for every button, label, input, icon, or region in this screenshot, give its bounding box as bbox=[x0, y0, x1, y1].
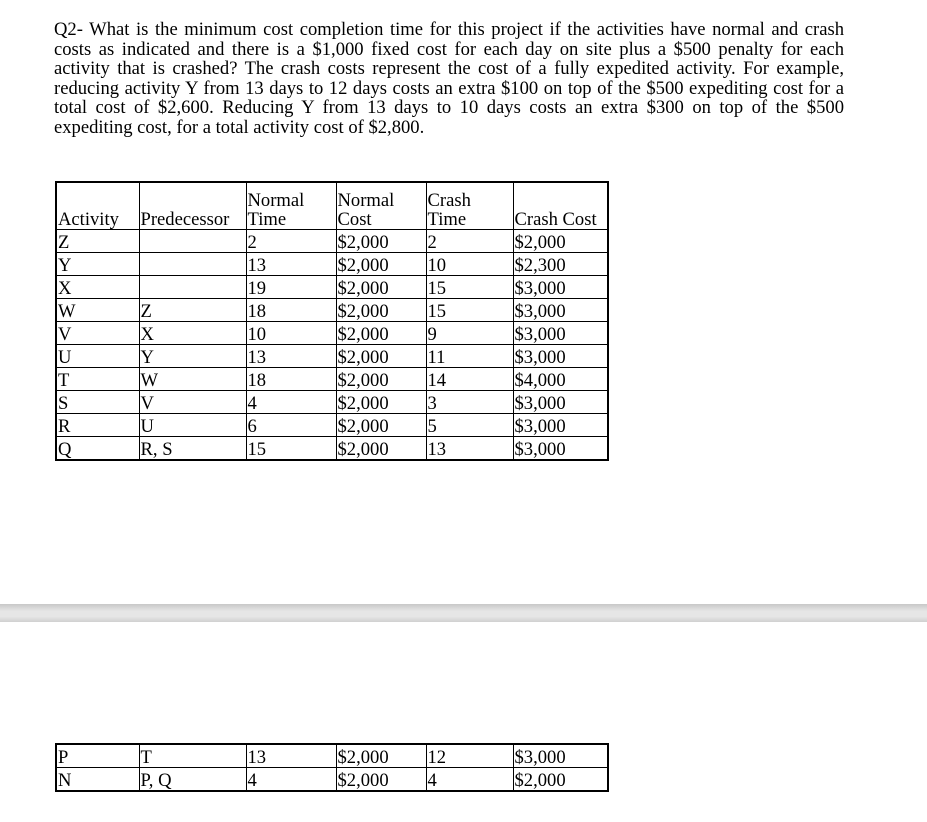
predecessor-cell: W bbox=[139, 368, 246, 391]
table-row bbox=[56, 768, 608, 792]
crash-cost-cell: $3,000 bbox=[513, 276, 608, 299]
normal-cost-cell: $2,000 bbox=[336, 391, 426, 414]
activity-cell: Z bbox=[56, 230, 139, 253]
normal-cost-cell: $2,000 bbox=[336, 276, 426, 299]
predecessor-cell: U bbox=[139, 414, 246, 437]
normal-cost-cell: $2,000 bbox=[336, 230, 426, 253]
predecessor-cell: Y bbox=[139, 345, 246, 368]
crash-cost-cell: $2,000 bbox=[513, 230, 608, 253]
table-row bbox=[56, 345, 608, 368]
column-header bbox=[56, 182, 139, 230]
normal-cost-cell: $2,000 bbox=[336, 414, 426, 437]
normal-time-cell: 18 bbox=[246, 299, 336, 322]
normal-time-cell: 15 bbox=[246, 437, 336, 461]
header-line-1: Crash bbox=[427, 190, 471, 211]
normal-cost-cell: $2,000 bbox=[336, 768, 426, 792]
question-text: Q2- What is the minimum cost completion time for this project if the activities have normal and crash costs as indicated and there is a $1,000 fixed cost for each day on site plus a $500 penalty for each activity that is crashed? The crash costs represent the cost of a fully expedited activity. For example, reducing activity Y from 13 days to 12 days costs an extra $100 on top of the $500 expediting cost for a total cost of $2,600. Reducing Y from 13 days to 10 days costs an extra $300 on top of the $500 expediting cost, for a total activity cost of $2,800. bbox=[54, 19, 844, 138]
normal-time-cell: 4 bbox=[246, 768, 336, 792]
crash-time-cell: 5 bbox=[426, 414, 513, 437]
crash-cost-cell: $3,000 bbox=[513, 437, 608, 461]
normal-time-cell: 19 bbox=[246, 276, 336, 299]
crash-time-cell: 13 bbox=[426, 437, 513, 461]
header-line-1: Normal bbox=[337, 190, 395, 211]
crash-cost-cell: $3,000 bbox=[513, 391, 608, 414]
activity-cell: V bbox=[56, 322, 139, 345]
crash-time-cell: 4 bbox=[426, 768, 513, 792]
activity-cell: S bbox=[56, 391, 139, 414]
header-line-2: Activity bbox=[58, 209, 119, 230]
crash-time-cell: 15 bbox=[426, 276, 513, 299]
crash-cost-cell: $3,000 bbox=[513, 345, 608, 368]
predecessor-cell: P, Q bbox=[139, 768, 246, 792]
table-row bbox=[56, 437, 608, 461]
crash-cost-cell: $4,000 bbox=[513, 368, 608, 391]
normal-cost-cell: $2,000 bbox=[336, 345, 426, 368]
header-line-1 bbox=[141, 191, 246, 210]
activity-cell: W bbox=[56, 299, 139, 322]
header-line-1 bbox=[515, 191, 608, 210]
table-row bbox=[56, 368, 608, 391]
activity-cell: X bbox=[56, 276, 139, 299]
table-row bbox=[56, 414, 608, 437]
predecessor-cell bbox=[139, 276, 246, 299]
header-line-2: Cost bbox=[337, 209, 372, 230]
crash-time-cell: 9 bbox=[426, 322, 513, 345]
activity-table bbox=[55, 181, 609, 461]
crash-time-cell: 12 bbox=[426, 744, 513, 768]
normal-time-cell: 6 bbox=[246, 414, 336, 437]
table-row bbox=[56, 744, 608, 768]
crash-time-cell: 14 bbox=[426, 368, 513, 391]
page-break-divider bbox=[0, 604, 927, 622]
normal-time-cell: 10 bbox=[246, 322, 336, 345]
normal-cost-cell: $2,000 bbox=[336, 744, 426, 768]
activity-cell: R bbox=[56, 414, 139, 437]
table-row bbox=[56, 322, 608, 345]
crash-time-cell: 15 bbox=[426, 299, 513, 322]
header-line-2: Time bbox=[247, 209, 287, 230]
activity-cell: P bbox=[56, 744, 139, 768]
crash-time-cell: 2 bbox=[426, 230, 513, 253]
normal-cost-cell: $2,000 bbox=[336, 322, 426, 345]
predecessor-cell: Z bbox=[139, 299, 246, 322]
crash-cost-cell: $3,000 bbox=[513, 414, 608, 437]
column-header bbox=[139, 182, 246, 230]
table-row bbox=[56, 391, 608, 414]
normal-cost-cell: $2,000 bbox=[336, 253, 426, 276]
activity-cell: Q bbox=[56, 437, 139, 461]
predecessor-cell: T bbox=[139, 744, 246, 768]
predecessor-cell: X bbox=[139, 322, 246, 345]
normal-time-cell: 13 bbox=[246, 744, 336, 768]
normal-time-cell: 13 bbox=[246, 345, 336, 368]
predecessor-cell bbox=[139, 230, 246, 253]
column-header bbox=[246, 182, 336, 230]
crash-cost-cell: $2,300 bbox=[513, 253, 608, 276]
activity-table-continued bbox=[55, 743, 609, 792]
crash-time-cell: 3 bbox=[426, 391, 513, 414]
normal-cost-cell: $2,000 bbox=[336, 437, 426, 461]
activity-cell: Y bbox=[56, 253, 139, 276]
crash-cost-cell: $2,000 bbox=[513, 768, 608, 792]
crash-cost-cell: $3,000 bbox=[513, 322, 608, 345]
normal-cost-cell: $2,000 bbox=[336, 368, 426, 391]
header-line-2: Predecessor bbox=[140, 209, 230, 230]
table-row bbox=[56, 253, 608, 276]
column-header bbox=[513, 182, 608, 230]
crash-cost-cell: $3,000 bbox=[513, 744, 608, 768]
predecessor-cell bbox=[139, 253, 246, 276]
activity-cell: N bbox=[56, 768, 139, 792]
predecessor-cell: V bbox=[139, 391, 246, 414]
activity-cell: U bbox=[56, 345, 139, 368]
header-row bbox=[56, 182, 608, 230]
crash-cost-cell: $3,000 bbox=[513, 299, 608, 322]
crash-time-cell: 10 bbox=[426, 253, 513, 276]
column-header bbox=[426, 182, 513, 230]
activity-cell: T bbox=[56, 368, 139, 391]
normal-time-cell: 4 bbox=[246, 391, 336, 414]
table-row bbox=[56, 276, 608, 299]
table-row bbox=[56, 230, 608, 253]
normal-time-cell: 13 bbox=[246, 253, 336, 276]
predecessor-cell: R, S bbox=[139, 437, 246, 461]
normal-time-cell: 18 bbox=[246, 368, 336, 391]
header-line-2: Crash Cost bbox=[514, 209, 597, 230]
normal-cost-cell: $2,000 bbox=[336, 299, 426, 322]
header-line-1 bbox=[58, 191, 139, 210]
crash-time-cell: 11 bbox=[426, 345, 513, 368]
normal-time-cell: 2 bbox=[246, 230, 336, 253]
column-header bbox=[336, 182, 426, 230]
header-line-2: Time bbox=[427, 209, 467, 230]
table-row bbox=[56, 299, 608, 322]
header-line-1: Normal bbox=[247, 190, 305, 211]
